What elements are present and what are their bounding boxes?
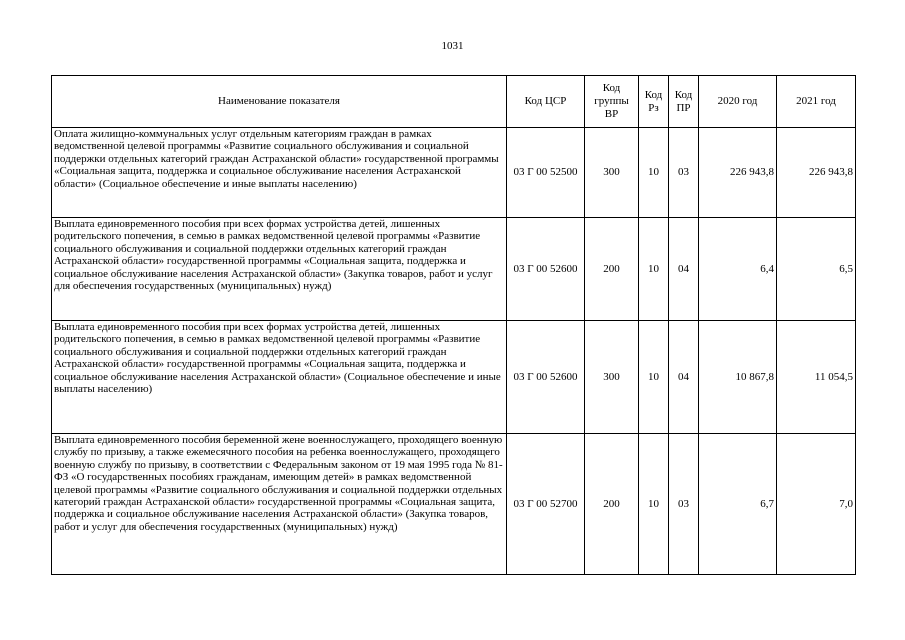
header-rz-code: Код Рз xyxy=(639,76,669,128)
row-csr-code: 03 Г 00 52700 xyxy=(507,434,585,575)
row-csr-code: 03 Г 00 52600 xyxy=(507,218,585,321)
row-rz-code: 10 xyxy=(639,218,669,321)
row-vr-code: 300 xyxy=(585,128,639,218)
table-row xyxy=(52,128,856,218)
header-pr-code: Код ПР xyxy=(669,76,699,128)
row-pr-code: 04 xyxy=(669,321,699,434)
header-year-2021: 2021 год xyxy=(777,76,856,128)
row-vr-code: 300 xyxy=(585,321,639,434)
row-amount-2020: 6,4 xyxy=(699,218,777,321)
table-header-row xyxy=(52,76,856,128)
row-name: Выплата единовременного пособия при всех формах устройства детей, лишенных родительского попечения, в семью в рамках ведомственной целевой программы «Развитие социального обслуживания и социальной поддержки отдельных категорий граждан Астраханской области» государственной программы «Социальная защита, поддержка и социальное обслуживание населения Астраханской области» (Закупка товаров, работ и услуг для обеспечения государственных (муниципальных) нужд) xyxy=(52,218,507,321)
row-csr-code: 03 Г 00 52600 xyxy=(507,321,585,434)
row-pr-code: 03 xyxy=(669,434,699,575)
row-vr-code: 200 xyxy=(585,434,639,575)
table-row xyxy=(52,434,856,575)
row-vr-code: 200 xyxy=(585,218,639,321)
row-amount-2021: 11 054,5 xyxy=(777,321,856,434)
row-amount-2021: 6,5 xyxy=(777,218,856,321)
row-amount-2021: 226 943,8 xyxy=(777,128,856,218)
row-rz-code: 10 xyxy=(639,128,669,218)
row-name: Выплата единовременного пособия беременной жене военнослужащего, проходящего военную службу по призыву, а также ежемесячного пособия на ребенка военнослужащего, проходящего военную службу по призыву, в соответствии с Федеральным законом от 19 мая 1995 года № 81-ФЗ «О государственных пособиях гражданам, имеющим детей» в рамках ведомственной целевой программы «Развитие социального обслуживания и социальной поддержки отдельных категорий граждан Астраханской области» государственной программы «Социальная защита, поддержка и социальное обслуживание населения Астраханской области» (Закупка товаров, работ и услуг для обеспечения государственных (муниципальных) нужд) xyxy=(52,434,507,575)
row-rz-code: 10 xyxy=(639,434,669,575)
header-vr-code: Код группы ВР xyxy=(585,76,639,128)
row-pr-code: 03 xyxy=(669,128,699,218)
row-name: Выплата единовременного пособия при всех формах устройства детей, лишенных родительского попечения, в семью в рамках ведомственной целевой программы «Развитие социального обслуживания и социальной поддержки отдельных категорий граждан Астраханской области» государственной программы «Социальная защита, поддержка и социальное обслуживание населения Астраханской области» (Социальное обеспечение и иные выплаты населению) xyxy=(52,321,507,434)
row-pr-code: 04 xyxy=(669,218,699,321)
table-row xyxy=(52,321,856,434)
row-rz-code: 10 xyxy=(639,321,669,434)
table-row xyxy=(52,218,856,321)
header-year-2020: 2020 год xyxy=(699,76,777,128)
header-name: Наименование показателя xyxy=(52,76,507,128)
budget-table xyxy=(51,75,856,575)
row-amount-2020: 10 867,8 xyxy=(699,321,777,434)
row-amount-2021: 7,0 xyxy=(777,434,856,575)
page-number: 1031 xyxy=(441,40,464,52)
row-name: Оплата жилищно-коммунальных услуг отдельным категориям граждан в рамках ведомственной целевой программы «Развитие социального обслуживания и социальной поддержки отдельных категорий граждан Астраханской области» государственной программы «Социальная защита, поддержка и социальное обслуживание населения Астраханской области» (Социальное обеспечение и иные выплаты населению) xyxy=(52,128,507,218)
row-amount-2020: 226 943,8 xyxy=(699,128,777,218)
row-csr-code: 03 Г 00 52500 xyxy=(507,128,585,218)
row-amount-2020: 6,7 xyxy=(699,434,777,575)
header-csr-code: Код ЦСР xyxy=(507,76,585,128)
